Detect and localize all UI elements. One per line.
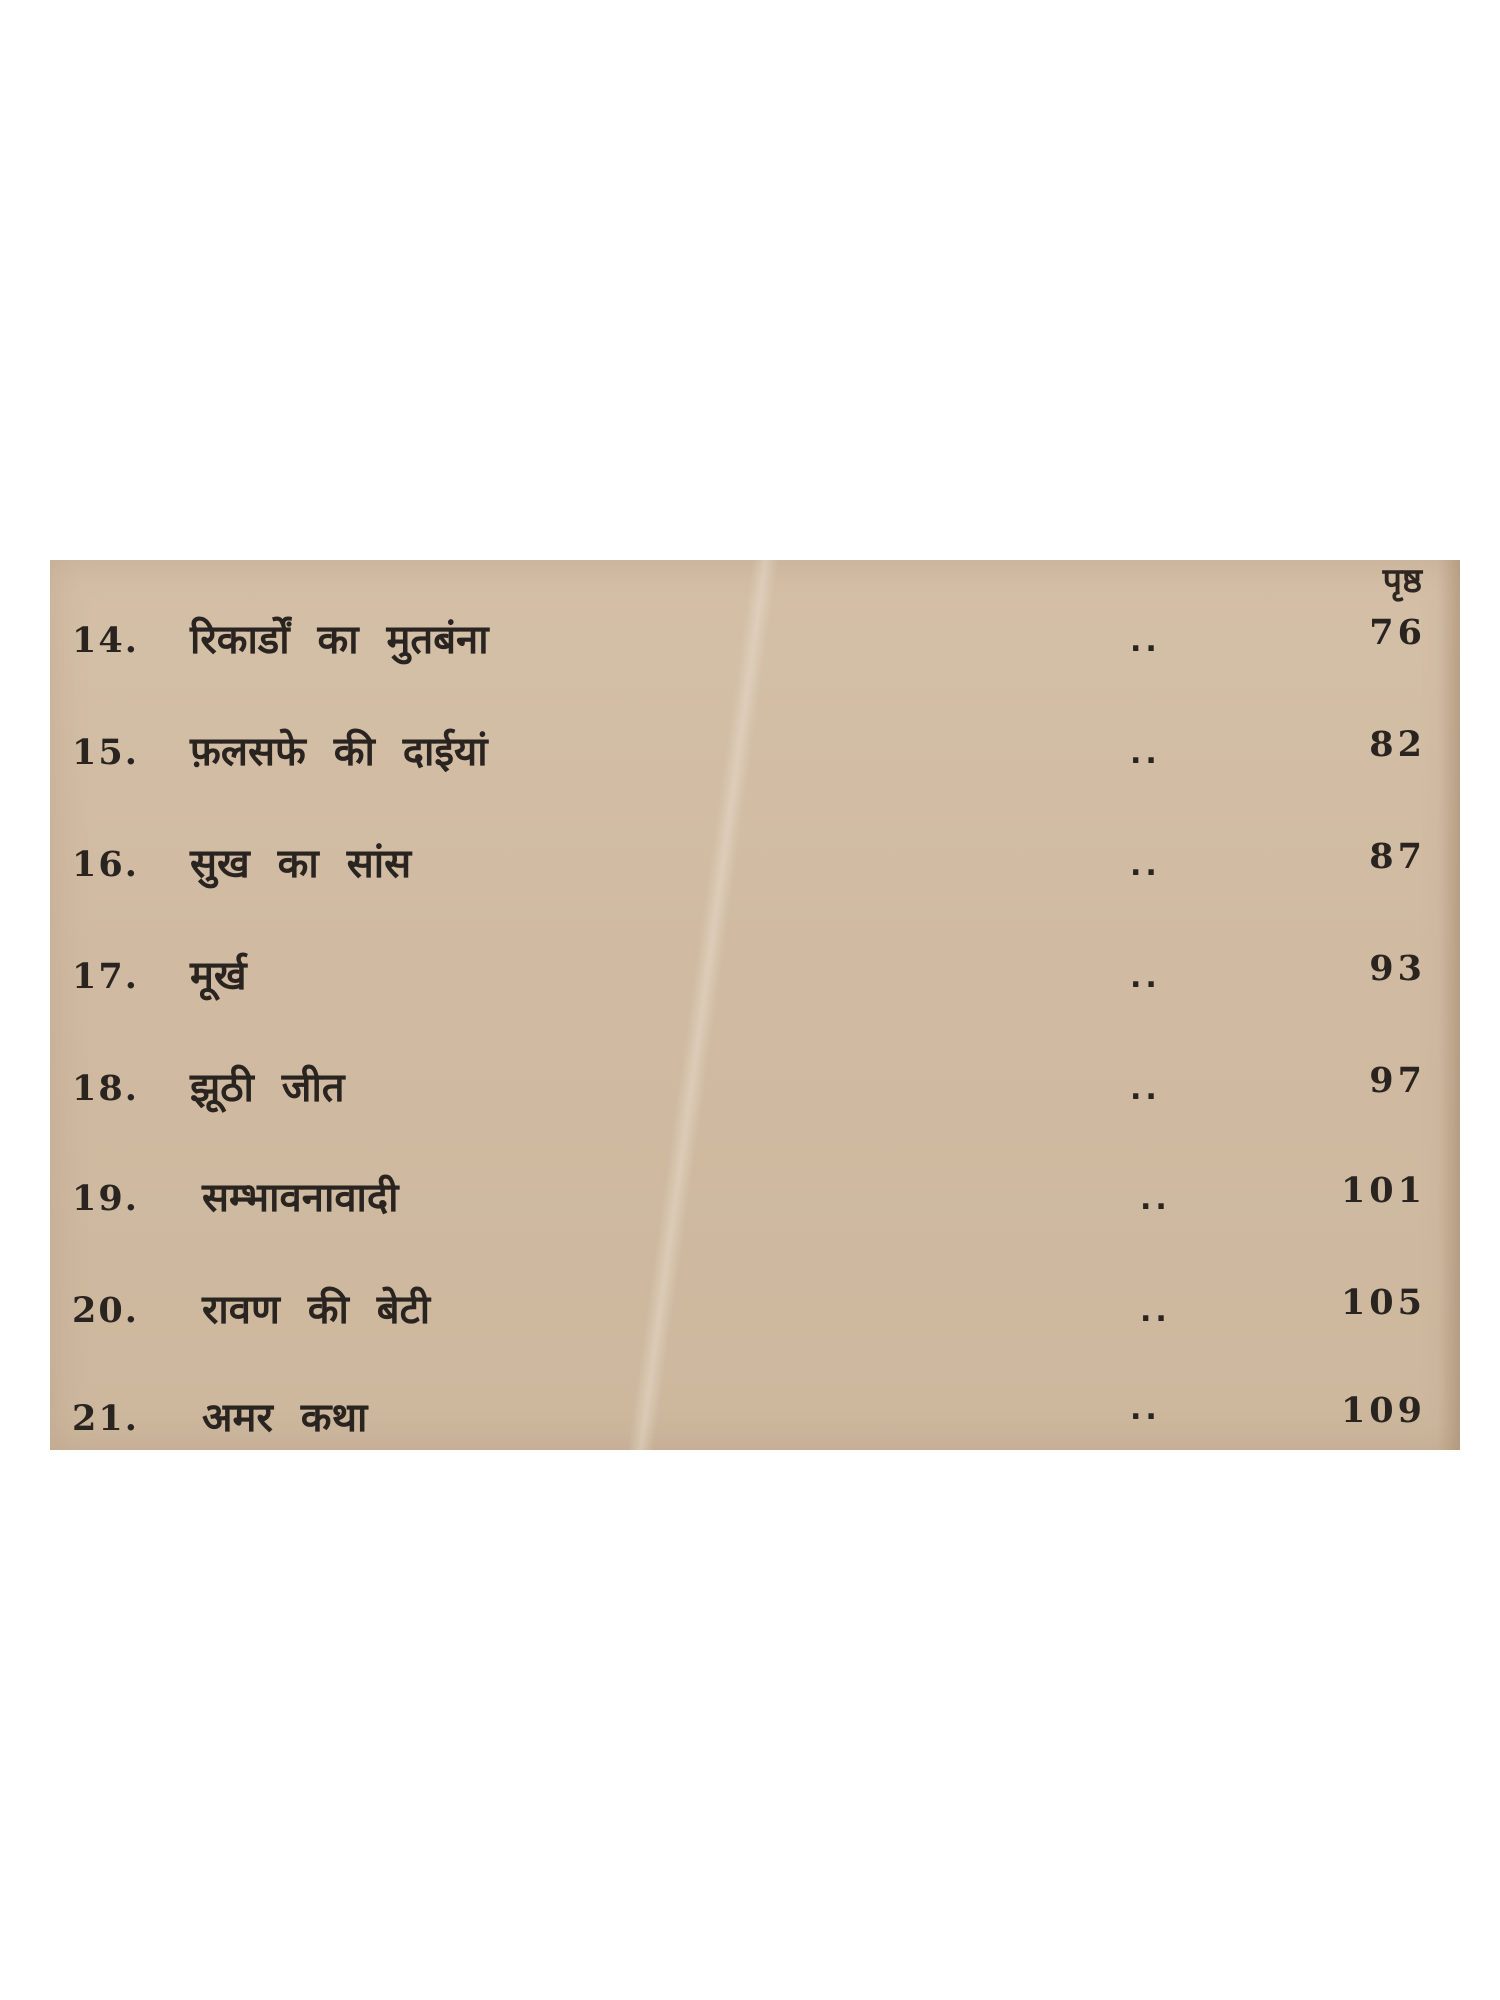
- entry-page-number: 97: [1369, 1060, 1426, 1101]
- entry-leader: ..: [1130, 736, 1161, 771]
- entry-title: सम्भावनावादी: [202, 1175, 399, 1221]
- entry-title: फ़लसफे की दाईयां: [190, 729, 488, 775]
- entry-number: 14.: [72, 620, 139, 661]
- entry-number: 19.: [72, 1178, 139, 1219]
- toc-entry: [50, 1168, 1460, 1228]
- toc-entry: [50, 946, 1460, 1006]
- entry-number: 15.: [72, 732, 139, 773]
- entry-page-number: 76: [1369, 612, 1426, 653]
- toc-entry: [50, 1058, 1460, 1118]
- entry-leader: ..: [1140, 1294, 1171, 1329]
- entry-leader: ..: [1130, 624, 1161, 659]
- toc-entry: [50, 834, 1460, 894]
- entry-number: 20.: [72, 1290, 139, 1331]
- entry-leader: ..: [1130, 1072, 1161, 1107]
- entry-page-number: 101: [1340, 1170, 1426, 1211]
- entry-number: 17.: [72, 956, 139, 997]
- entry-title: अमर कथा: [202, 1395, 368, 1441]
- entry-title: रावण की बेटी: [202, 1287, 431, 1333]
- entry-title: रिकार्डों का मुतबंना: [190, 617, 489, 663]
- entry-page-number: 105: [1340, 1282, 1426, 1323]
- toc-entry: [50, 610, 1460, 670]
- entry-page-number: 109: [1340, 1390, 1426, 1431]
- entry-title: सुख का सांस: [190, 841, 412, 887]
- entry-page-number: 82: [1369, 724, 1426, 765]
- entry-leader: ..: [1130, 1392, 1161, 1427]
- entry-title: मूर्ख: [190, 953, 247, 999]
- entry-page-number: 87: [1369, 836, 1426, 877]
- toc-entry: [50, 1388, 1460, 1448]
- entry-title: झूठी जीत: [190, 1065, 345, 1111]
- entry-number: 21.: [72, 1398, 139, 1439]
- entry-page-number: 93: [1369, 948, 1426, 989]
- entry-leader: ..: [1130, 960, 1161, 995]
- entry-number: 18.: [72, 1068, 139, 1109]
- toc-entry: [50, 1280, 1460, 1340]
- scanned-page: [50, 560, 1460, 1450]
- entry-number: 16.: [72, 844, 139, 885]
- page-column-header: पृष्ठ: [1382, 561, 1422, 601]
- toc-entry: [50, 722, 1460, 782]
- entry-leader: ..: [1140, 1182, 1171, 1217]
- entry-leader: ..: [1130, 848, 1161, 883]
